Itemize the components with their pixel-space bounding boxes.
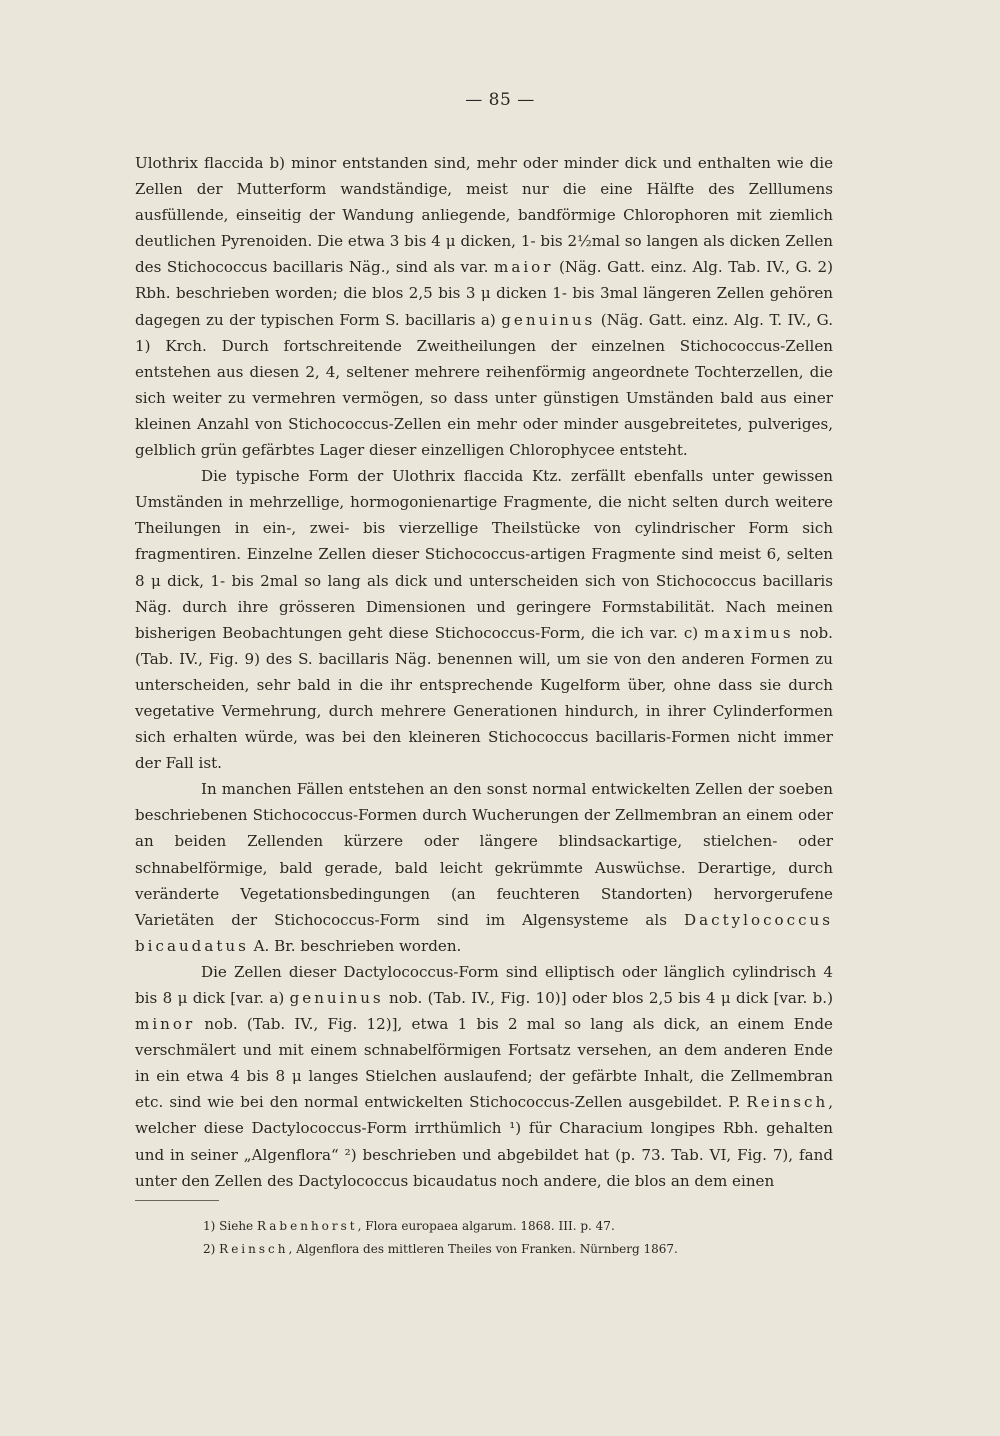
text-run: (Näg. Gatt. einz. Alg. T. IV., G. 1) Krch. Durch fortschreitende Zweitheilungen der einzelnen Stichococcus-Zellen entstehen aus diesen 2, 4, seltener mehrere reihenförmig angeordnete Tochterzellen, die sich weiter zu vermehren vermögen, so dass unter günstigen Umständen bald aus einer kleinen Anzahl von Stichococcus-Zellen ein mehr oder minder ausgebreitetes, pulveriges, gelblich grün gefärbtes Lager dieser einzelligen Chlorophycee entsteht.	[135, 310, 833, 460]
page-number: — 85 —	[465, 90, 535, 110]
text-run: Die typische Form der Ulothrix flaccida Ktz. zerfällt ebenfalls unter gewissen Umständen in mehrzellige, hormogonienartige Fragmente, die nicht selten durch weitere Theilungen in ein-, zwei- bis vierzellige Theilstücke von cylindrischer Form sich fragmentiren. Einzelne Zellen dieser Stichococcus-artigen Fragmente sind meist 6, selten 8 μ dick, 1- bis 2mal so lang als dick und unterscheiden sich von Stichococcus bacillaris Näg. durch ihre grösseren Dimensionen und geringere Formstabilität. Nach meinen bisherigen Beobachtungen geht diese Stichococcus-Form, die ich var. c)	[135, 467, 833, 642]
text-run: Die Zellen dieser Dactylococcus-Form sind elliptisch oder länglich cylindrisch 4 bis 8 μ dick [var. a)	[135, 962, 833, 1007]
spaced-term: genuinus	[501, 310, 596, 329]
text-run: nob. (Tab. IV., Fig. 12)], etwa 1 bis 2 mal so lang als dick, an einem Ende verschmälert und mit einem schnabelförmigen Fortsatz versehen, an dem anderen Ende in ein etwa 4 bis 8 μ langes Stielchen auslaufend; der gefärbte Inhalt, die Zellmembran etc. sind wie bei den normal entwickelten Stichococcus-Zellen ausgebildet. P.	[135, 1015, 833, 1112]
footnotes	[203, 1216, 843, 1262]
footnote-prefix: Siehe	[219, 1219, 257, 1233]
text-run: Ulothrix flaccida b) minor entstanden sind, mehr oder minder dick und enthalten wie die Zellen der Mutterform wandständige, meist nur die eine Hälfte des Zelllumens ausfüllende, einseitig der Wandung anliegende, bandförmige Chlorophoren mit ziemlich deutlichen Pyrenoiden. Die etwa 3 bis 4 μ dicken, 1- bis 2½mal so langen als dicken Zellen des Stichococcus bacillaris Näg., sind als var.	[135, 154, 833, 277]
footnote-author: Rabenhorst	[256, 1219, 358, 1233]
footnote-marker: 2)	[203, 1242, 216, 1256]
paragraph	[135, 150, 833, 463]
spaced-term: maximus	[704, 623, 794, 642]
text-run: In manchen Fällen entstehen an den sonst normal entwickelten Zellen der soeben beschriebenen Stichococcus-Formen durch Wucherungen der Zellmembran an einem oder an beiden Zellenden kürzere oder längere blindsackartige, stielchen- oder schnabelförmige, bald gerade, bald leicht gekrümmte Auswüchse. Derartige, durch veränderte Vegetationsbedingungen (an feuchteren Standorten) hervorgerufene Varietäten der Stichococcus-Form sind im Algensysteme als	[135, 780, 833, 929]
paragraph	[135, 959, 833, 1194]
body-text	[135, 150, 833, 1194]
spaced-term: genuinus	[289, 989, 384, 1007]
footnote-text: , Flora europaea algarum. 1868. III. p. 47.	[357, 1219, 615, 1233]
footnote-author: Reinsch	[219, 1242, 289, 1256]
text-run: , welcher diese Dactylococcus-Form irrthümlich ¹) für Characium longipes Rbh. gehalten und in seiner „Algenflora“ ²) beschrieben und abgebildet hat (p. 73. Tab. VI, Fig. 7), fand unter den Zellen des Dactylococcus bicaudatus noch andere, die blos an dem einen	[135, 1093, 833, 1190]
footnote-text: , Algenflora des mittleren Theiles von Franken. Nürnberg 1867.	[288, 1242, 678, 1256]
spaced-term: Reinsch	[746, 1093, 829, 1112]
footnote-marker: 1)	[203, 1219, 216, 1233]
footnote	[203, 1216, 843, 1236]
spaced-term: maior	[494, 258, 554, 277]
text-run: nob. (Tab. IV., Fig. 10)] oder blos 2,5 bis 4 μ dick [var. b.)	[383, 989, 833, 1007]
footnote-divider	[135, 1200, 219, 1201]
paragraph	[135, 776, 833, 959]
text-run: A. Br. beschrieben worden.	[248, 936, 462, 955]
footnote	[203, 1239, 843, 1259]
text-run: nob. (Tab. IV., Fig. 9) des S. bacillaris Näg. benennen will, um sie von den anderen Formen zu unterscheiden, sehr bald in die ihr entsprechende Kugelform über, ohne dass sie durch vegetative Vermehrung, durch mehrere Generationen hindurch, in ihrer Cylinderformen sich erhalten würde, was bei den kleineren Stichococcus bacillaris-Formen nicht immer der Fall ist.	[135, 623, 833, 773]
spaced-term: Dactylococcus bicaudatus	[135, 910, 833, 955]
spaced-term: minor	[135, 1015, 196, 1034]
text-run: (Näg. Gatt. einz. Alg. Tab. IV., G. 2) Rbh. beschrieben worden; die blos 2,5 bis 3 μ dicken 1- bis 3mal längeren Zellen gehören dagegen zu der typischen Form S. bacillaris a)	[135, 258, 833, 329]
paragraph	[135, 463, 833, 776]
